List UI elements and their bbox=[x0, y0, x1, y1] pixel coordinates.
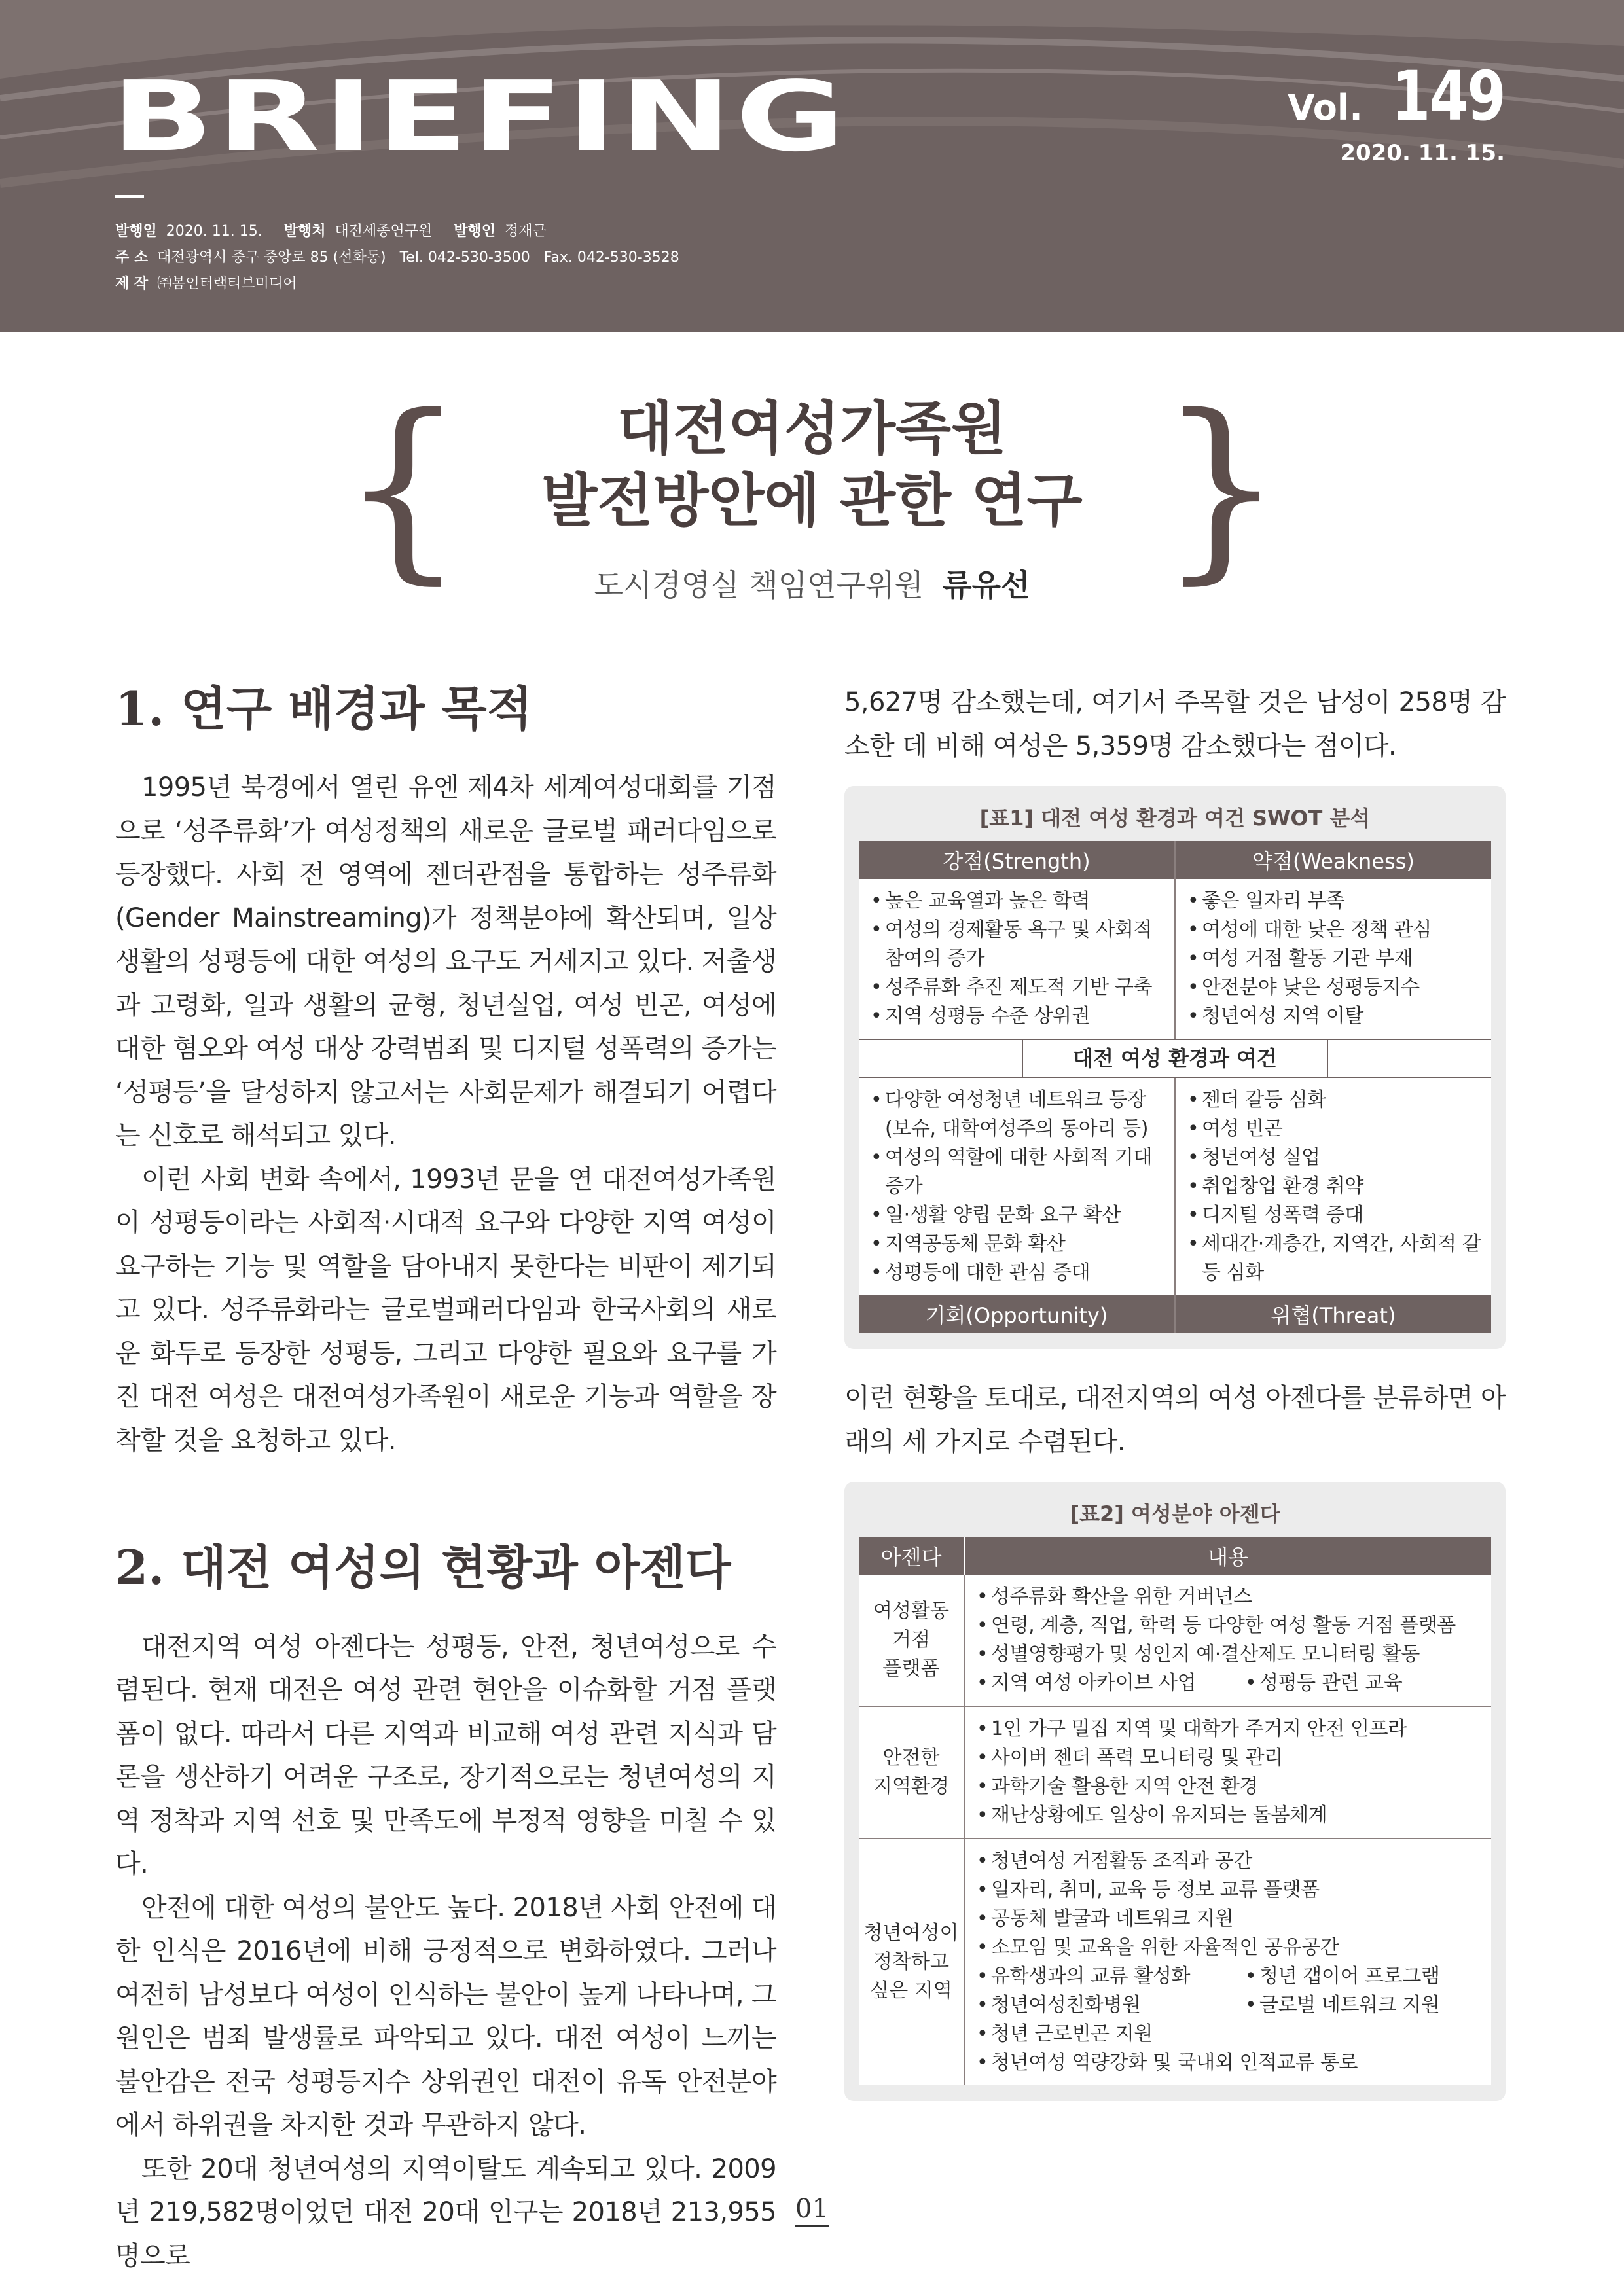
list-item: • 성주류화 확산을 위한 거버넌스 bbox=[975, 1583, 1483, 1611]
section2-paragraph-2: 안전에 대한 여성의 불안도 높다. 2018년 사회 안전에 대한 인식은 2016년에 비해 긍정적으로 변화하였다. 그러나 여전히 남성보다 여성이 인식하는 불안이 높게 나타나며, 그 원인은 범죄 발생률로 파악되고 있다. 대전 여성이 느끼는 불안감은 전국 성평등지수 상위권인 대전이 유독 안전분야에서 하위권을 차지한 것과 무관하지 않다. bbox=[115, 1892, 776, 2141]
list-item: • 사이버 젠더 폭력 모니터링 및 관리 bbox=[975, 1744, 1483, 1772]
list-item: • 청년여성 실업 bbox=[1186, 1143, 1483, 1172]
threat-header: 위협(Threat) bbox=[1175, 1295, 1491, 1333]
list-item: • 유학생과의 교류 활성화 bbox=[975, 1962, 1244, 1991]
list-item: • 성별영향평가 및 성인지 예·결산제도 모니터링 활동 bbox=[975, 1640, 1483, 1669]
list-item: • 성주류화 추진 제도적 기반 구축 bbox=[869, 973, 1166, 1002]
list-item: • 지역 성평등 수준 상위권 bbox=[869, 1002, 1166, 1031]
agenda-table-caption: [표2] 여성분야 아젠다 bbox=[1070, 1501, 1280, 1526]
weakness-list bbox=[1186, 887, 1483, 1031]
agenda-content bbox=[964, 1575, 1491, 1706]
issue-date: 2020. 11. 15. bbox=[1340, 140, 1505, 166]
section2-paragraph-3-continued: 5,627명 감소했는데, 여기서 주목할 것은 남성이 258명 감소한 데 비해 여성은 5,359명 감소했다는 점이다. bbox=[844, 687, 1506, 761]
page-title-line1: 대전여성가족원 bbox=[617, 395, 1007, 462]
list-item: • 여성에 대한 낮은 정책 관심 bbox=[1186, 916, 1483, 944]
list-item: • 여성의 역할에 대한 사회적 기대 증가 bbox=[869, 1143, 1166, 1201]
list-item: • 여성 거점 활동 기관 부재 bbox=[1186, 944, 1483, 973]
page-number: 01 bbox=[0, 2194, 1624, 2224]
list-item: • 세대간·계층간, 지역간, 사회적 갈등 심화 bbox=[1186, 1230, 1483, 1287]
header-banner bbox=[0, 0, 1624, 332]
left-column bbox=[115, 681, 776, 2278]
list-item: • 연령, 계층, 직업, 학력 등 다양한 여성 활동 거점 플랫폼 bbox=[975, 1611, 1483, 1640]
pub-line-2: 주 소 대전광역시 중구 중앙로 85 (선화동) Tel. 042-530-3500 Fax. 042-530-3528 bbox=[115, 249, 679, 266]
opportunity-list bbox=[869, 1086, 1166, 1287]
list-item: • 디지털 성폭력 증대 bbox=[1186, 1201, 1483, 1230]
weakness-cell bbox=[1175, 879, 1491, 1039]
list-item: • 청년 갭이어 프로그램 bbox=[1244, 1962, 1440, 1991]
list-item: • 좋은 일자리 부족 bbox=[1186, 887, 1483, 916]
list-item: • 일·생활 양립 문화 요구 확산 bbox=[869, 1201, 1166, 1230]
list-item: • 젠더 갈등 심화 bbox=[1186, 1086, 1483, 1115]
list-item: • 높은 교육열과 높은 학력 bbox=[869, 887, 1166, 916]
list-item: • 글로벌 네트워크 지원 bbox=[1244, 1991, 1440, 2020]
list-item: • 1인 가구 밀집 지역 및 대학가 주거지 안전 인프라 bbox=[975, 1715, 1483, 1744]
author-byline bbox=[0, 562, 1624, 605]
section2-paragraph-3: 또한 20대 청년여성의 지역이탈도 계속되고 있다. 2009년 219,582명이었던 대전 20대 인구는 2018년 213,955명으로 bbox=[115, 2153, 776, 2271]
list-item: • 청년여성친화병원 bbox=[975, 1991, 1244, 2020]
list-item: • 청년여성 역량강화 및 국내외 인적교류 통로 bbox=[975, 2049, 1483, 2077]
agenda-table-box bbox=[844, 1482, 1506, 2101]
table-row bbox=[859, 1839, 1491, 2085]
header-rule bbox=[115, 195, 144, 198]
section2-paragraph-4: 이런 현황을 토대로, 대전지역의 여성 아젠다를 분류하면 아래의 세 가지로 수렴된다. bbox=[844, 1383, 1506, 1457]
table-row bbox=[859, 1706, 1491, 1839]
pub-line-3: 제 작 ㈜봄인터랙티브미디어 bbox=[115, 276, 297, 292]
agenda-label: 청년여성이 정착하고 싶은 지역 bbox=[859, 1839, 964, 2085]
right-column bbox=[844, 681, 1506, 2101]
list-item: • 지역 여성 아카이브 사업 bbox=[975, 1669, 1244, 1698]
agenda-content bbox=[964, 1706, 1491, 1839]
agenda-col-header: 아젠다 bbox=[859, 1537, 964, 1575]
table-row bbox=[859, 1575, 1491, 1706]
list-item: • 성평등에 대한 관심 증대 bbox=[869, 1259, 1166, 1287]
opportunity-cell bbox=[859, 1078, 1175, 1295]
list-item: • 재난상황에도 일상이 유지되는 돌봄체계 bbox=[975, 1801, 1483, 1830]
left-brace-decoration: { bbox=[340, 373, 465, 601]
list-item: • 다양한 여성청년 네트워크 등장(보슈, 대학여성주의 동아리 등) bbox=[869, 1086, 1166, 1143]
swot-center-label: 대전 여성 환경과 여건 bbox=[1022, 1040, 1328, 1077]
agenda-label: 여성활동 거점 플랫폼 bbox=[859, 1575, 964, 1706]
pub-line-1: 발행일 2020. 11. 15. 발행처 대전세종연구원 발행인 정재근 bbox=[115, 223, 547, 240]
agenda-table bbox=[859, 1537, 1491, 2085]
list-item: • 안전분야 낮은 성평등지수 bbox=[1186, 973, 1483, 1002]
page-title-line2: 발전방안에 관한 연구 bbox=[541, 467, 1083, 534]
list-item: • 과학기술 활용한 지역 안전 환경 bbox=[975, 1772, 1483, 1801]
author-name: 류유선 bbox=[943, 567, 1030, 603]
publication-info bbox=[115, 219, 679, 297]
list-item: • 청년여성 거점활동 조직과 공간 bbox=[975, 1847, 1483, 1876]
volume-label: Vol. bbox=[1287, 87, 1363, 128]
list-item: • 공동체 발굴과 네트워크 지원 bbox=[975, 1905, 1483, 1933]
strength-cell bbox=[859, 879, 1175, 1039]
volume-number: 149 bbox=[1391, 56, 1505, 136]
list-item: • 여성의 경제활동 욕구 및 사회적 참여의 증가 bbox=[869, 916, 1166, 973]
list-item: • 취업창업 환경 취약 bbox=[1186, 1172, 1483, 1201]
list-item: • 성평등 관련 교육 bbox=[1244, 1669, 1402, 1698]
threat-list bbox=[1186, 1086, 1483, 1287]
list-item: • 일자리, 취미, 교육 등 정보 교류 플랫폼 bbox=[975, 1876, 1483, 1905]
list-item: • 소모임 및 교육을 위한 자율적인 공유공간 bbox=[975, 1933, 1483, 1962]
strength-header: 강점(Strength) bbox=[859, 841, 1175, 879]
section1-paragraph-1: 1995년 북경에서 열린 유엔 제4차 세계여성대회를 기점으로 ‘성주류화’가 여성정책의 새로운 글로벌 패러다임으로 등장했다. 사회 전 영역에 젠더관점을 통합하는 성주류화(Gender Mainstreaming)가 정책분야에 확산되며, 일상생활의 성평등에 대한 여성의 요구도 거세지고 있다. 저출생과 고령화, 일과 생활의 균형, 청년실업, 여성 빈곤, 여성에 대한 혐오와 여성 대상 강력범죄 및 디지털 성폭력의 증가는 ‘성평등’을 달성하지 않고서는 사회문제가 해결되기 어렵다는 신호로 해석되고 있다. bbox=[115, 772, 776, 1151]
content-col-header: 내용 bbox=[964, 1537, 1491, 1575]
threat-cell bbox=[1175, 1078, 1491, 1295]
agenda-label: 안전한 지역환경 bbox=[859, 1706, 964, 1839]
agenda-content bbox=[964, 1839, 1491, 2085]
opportunity-header: 기회(Opportunity) bbox=[859, 1295, 1175, 1333]
swot-table-box bbox=[844, 786, 1506, 1349]
swot-table-caption: [표1] 대전 여성 환경과 여건 SWOT 분석 bbox=[979, 806, 1371, 831]
strength-list bbox=[869, 887, 1166, 1031]
list-item: • 청년여성 지역 이탈 bbox=[1186, 1002, 1483, 1031]
section1-paragraph-2: 이런 사회 변화 속에서, 1993년 문을 연 대전여성가족원이 성평등이라는 사회적·시대적 요구와 다양한 지역 여성이 요구하는 기능 및 역할을 담아내지 못한다는 비판이 제기되고 있다. 성주류화라는 글로벌패러다임과 한국사회의 새로운 화두로 등장한 성평등, 그리고 다양한 필요와 요구를 가진 대전 여성은 대전여성가족원이 새로운 기능과 역할을 장착할 것을 요청하고 있다. bbox=[115, 1164, 776, 1456]
swot-table bbox=[859, 841, 1491, 1333]
section1-heading: 1. 연구 배경과 목적 bbox=[115, 681, 533, 736]
section2-heading: 2. 대전 여성의 현황과 아젠다 bbox=[115, 1539, 731, 1596]
right-brace-decoration: } bbox=[1159, 373, 1284, 601]
weakness-header: 약점(Weakness) bbox=[1175, 841, 1491, 879]
brand-logo: BRIEFING bbox=[111, 60, 849, 173]
list-item: • 청년 근로빈곤 지원 bbox=[975, 2020, 1483, 2049]
section2-paragraph-1: 대전지역 여성 아젠다는 성평등, 안전, 청년여성으로 수렴된다. 현재 대전은 여성 관련 현안을 이슈화할 거점 플랫폼이 없다. 따라서 다른 지역과 비교해 여성 관련 지식과 담론을 생산하기 어려운 구조로, 장기적으로는 청년여성의 지역 정착과 지역 선호 및 만족도에 부정적 영향을 미칠 수 있다. bbox=[115, 1631, 776, 1880]
list-item: • 여성 빈곤 bbox=[1186, 1115, 1483, 1143]
volume-badge bbox=[1288, 56, 1505, 136]
list-item: • 지역공동체 문화 확산 bbox=[869, 1230, 1166, 1259]
author-role: 도시경영실 책임연구위원 bbox=[594, 567, 924, 603]
